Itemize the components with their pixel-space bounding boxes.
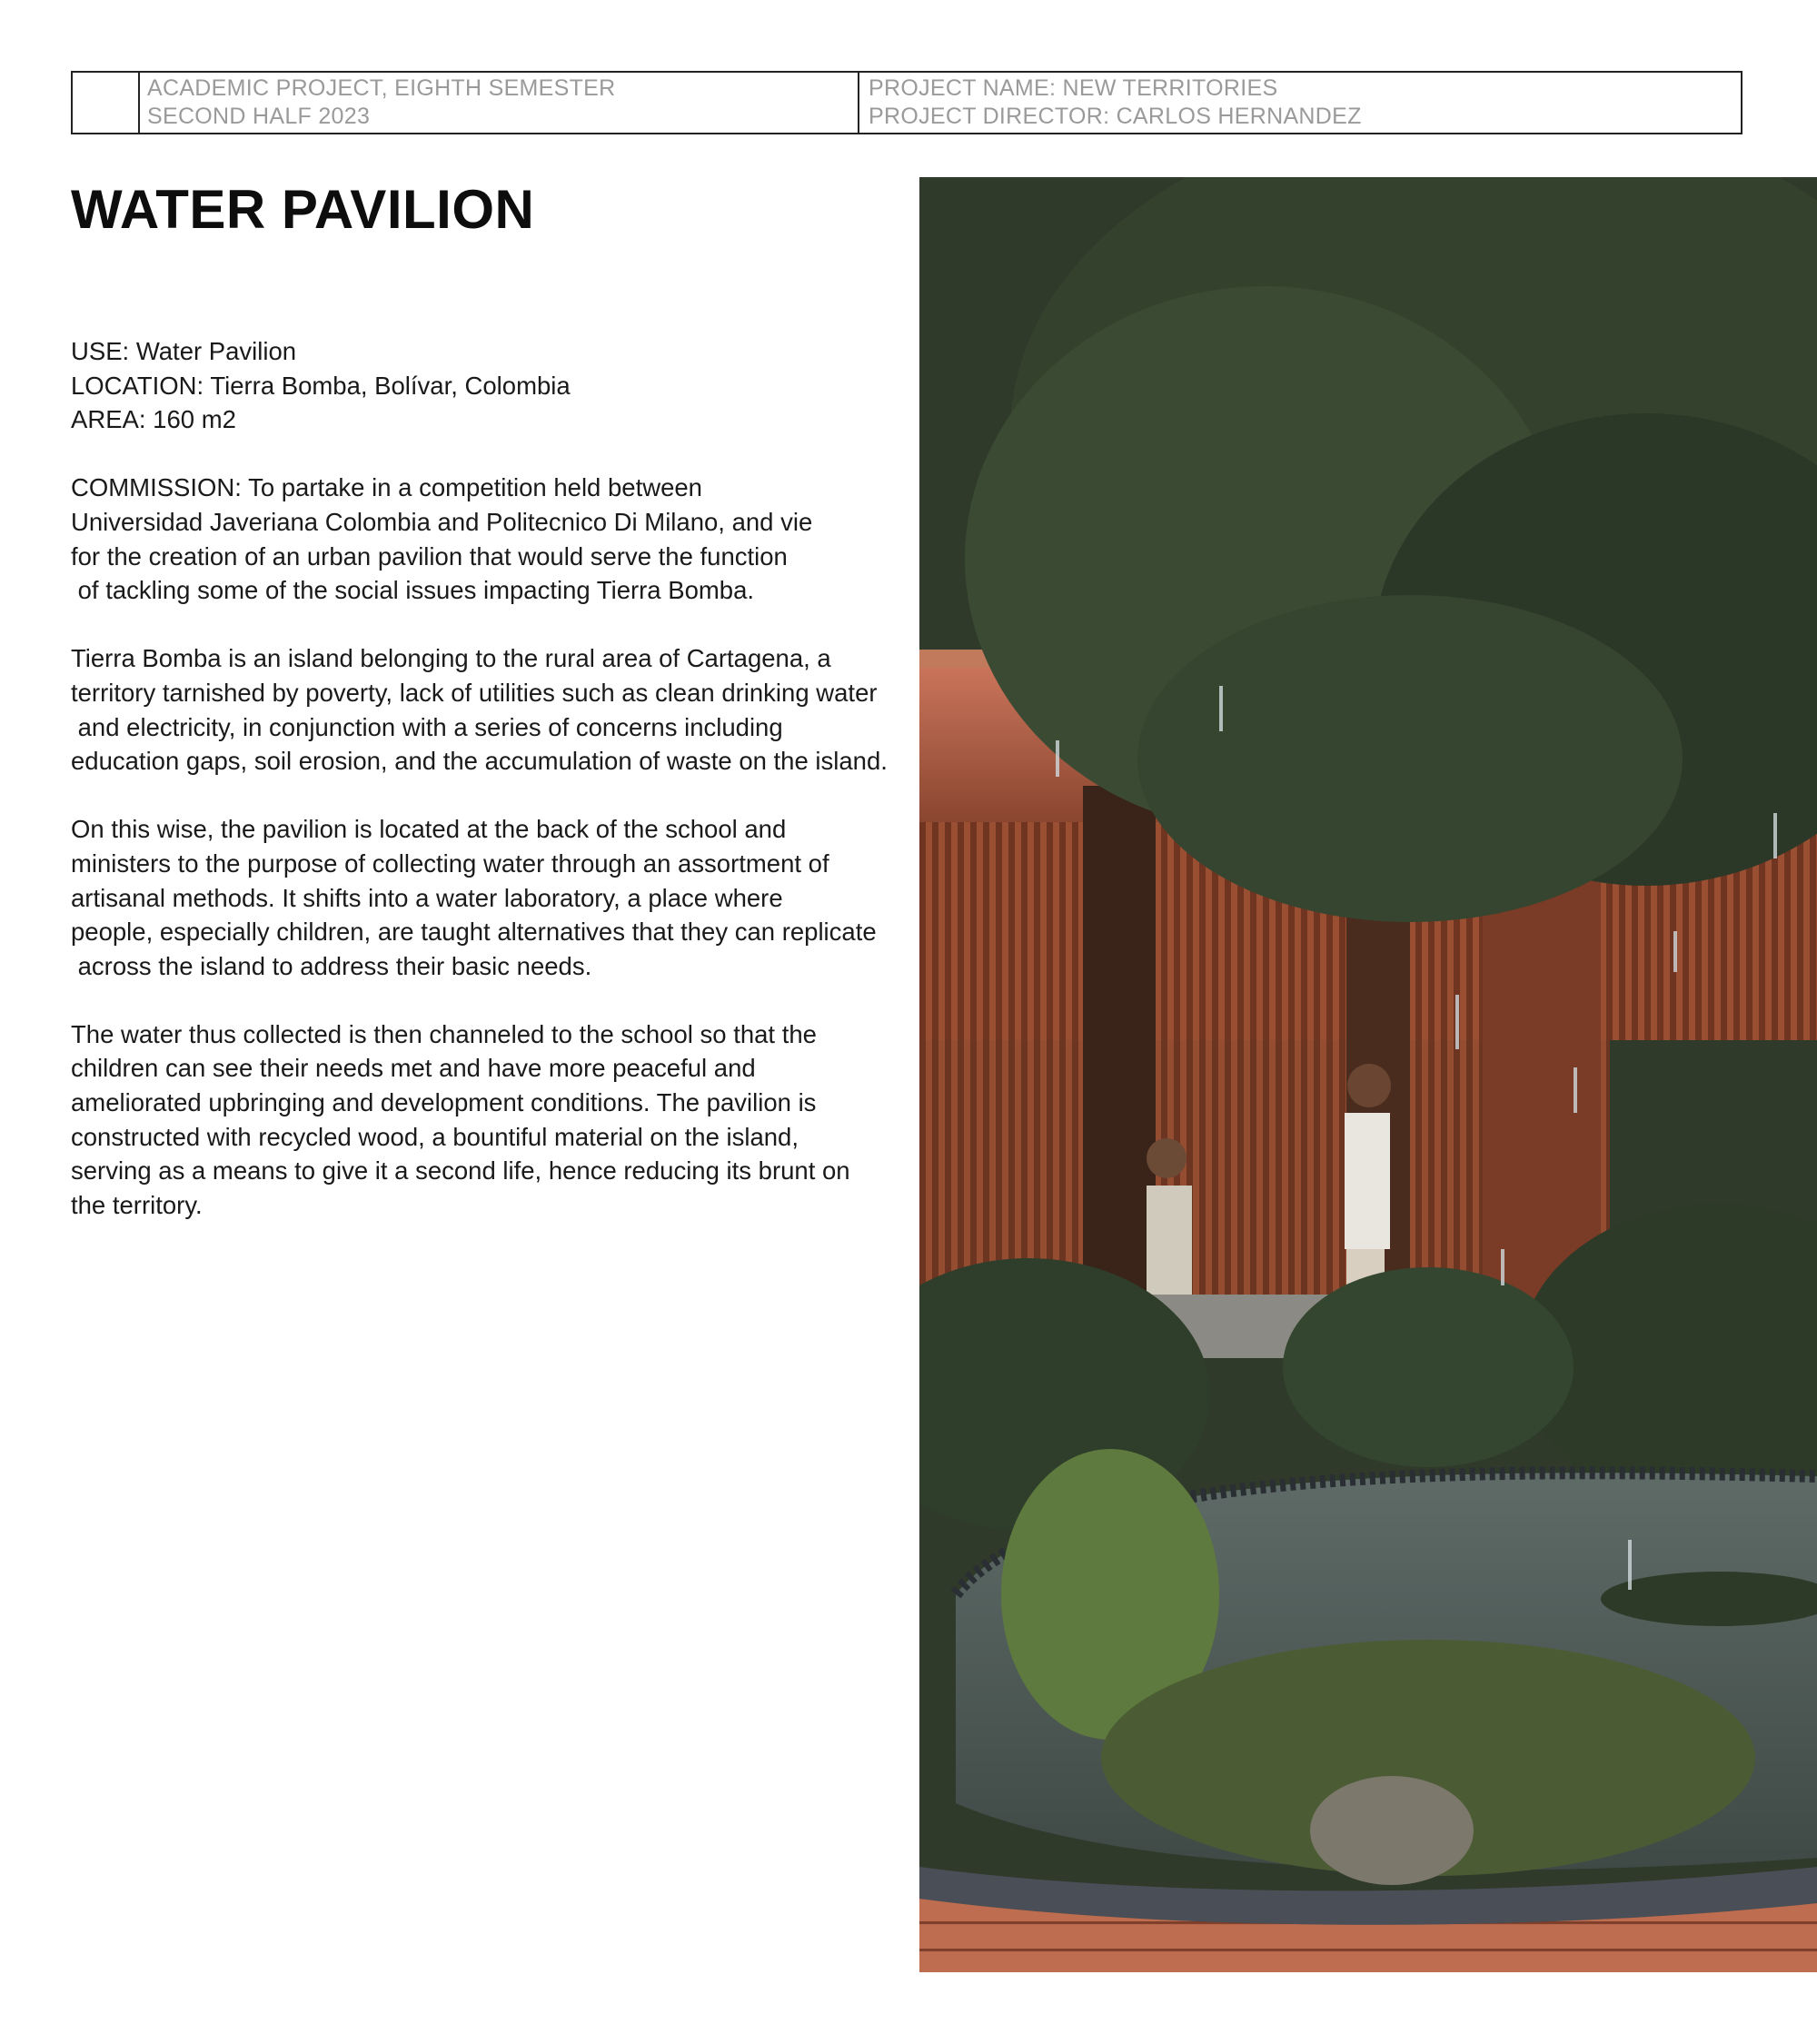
paragraph-line: the territory. [71, 1190, 203, 1219]
semester-label: ACADEMIC PROJECT, EIGHTH SEMESTER [147, 75, 616, 101]
header-right-cell [859, 73, 1741, 133]
paragraph-line: across the island to address their basic needs. [71, 951, 592, 980]
description-text [71, 334, 889, 1222]
paragraph-line: The water thus collected is then channeled to the school so that the [71, 1019, 817, 1048]
area-line: AREA: 160 m2 [71, 405, 236, 434]
header-left-cell [140, 73, 859, 133]
paragraph-line: Universidad Javeriana Colombia and Politecnico Di Milano, and vie [71, 507, 813, 536]
paragraph-line: ameliorated upbringing and development conditions. The pavilion is [71, 1088, 817, 1117]
location-line: LOCATION: Tierra Bomba, Bolívar, Colombia [71, 371, 571, 400]
project-director-label: PROJECT DIRECTOR: CARLOS HERNANDEZ [869, 104, 1362, 129]
paragraph-line: Tierra Bomba is an island belonging to the rural area of Cartagena, a [71, 644, 831, 673]
header-blank-cell [73, 73, 140, 133]
pavilion-render-image [919, 177, 1817, 1972]
half-year-label: SECOND HALF 2023 [147, 104, 371, 129]
paragraph-line: COMMISSION: To partake in a competition held between [71, 473, 702, 502]
paragraph-line: and electricity, in conjunction with a series of concerns including [71, 712, 783, 741]
paragraph-line: territory tarnished by poverty, lack of utilities such as clean drinking water [71, 678, 878, 707]
project-name-label: PROJECT NAME: NEW TERRITORIES [869, 75, 1278, 101]
paragraph-line: of tackling some of the social issues impacting Tierra Bomba. [71, 576, 755, 605]
paragraph-line: education gaps, soil erosion, and the accumulation of waste on the island. [71, 747, 888, 776]
header-frame [71, 71, 1743, 134]
paragraph-line: for the creation of an urban pavilion that would serve the function [71, 541, 788, 571]
paragraph-line: children can see their needs met and have more peaceful and [71, 1054, 756, 1083]
paragraph-line: constructed with recycled wood, a bountiful material on the island, [71, 1122, 799, 1151]
paragraph-line: artisanal methods. It shifts into a water laboratory, a place where [71, 883, 783, 912]
use-line: USE: Water Pavilion [71, 337, 297, 365]
paragraph-line: On this wise, the pavilion is located at the back of the school and [71, 815, 787, 844]
page-title: WATER PAVILION [71, 179, 535, 240]
paragraph-line: ministers to the purpose of collecting water through an assortment of [71, 848, 829, 878]
paragraph-line: people, especially children, are taught alternatives that they can replicate [71, 918, 877, 947]
paragraph-line: serving as a means to give it a second life, hence reducing its brunt on [71, 1156, 850, 1186]
